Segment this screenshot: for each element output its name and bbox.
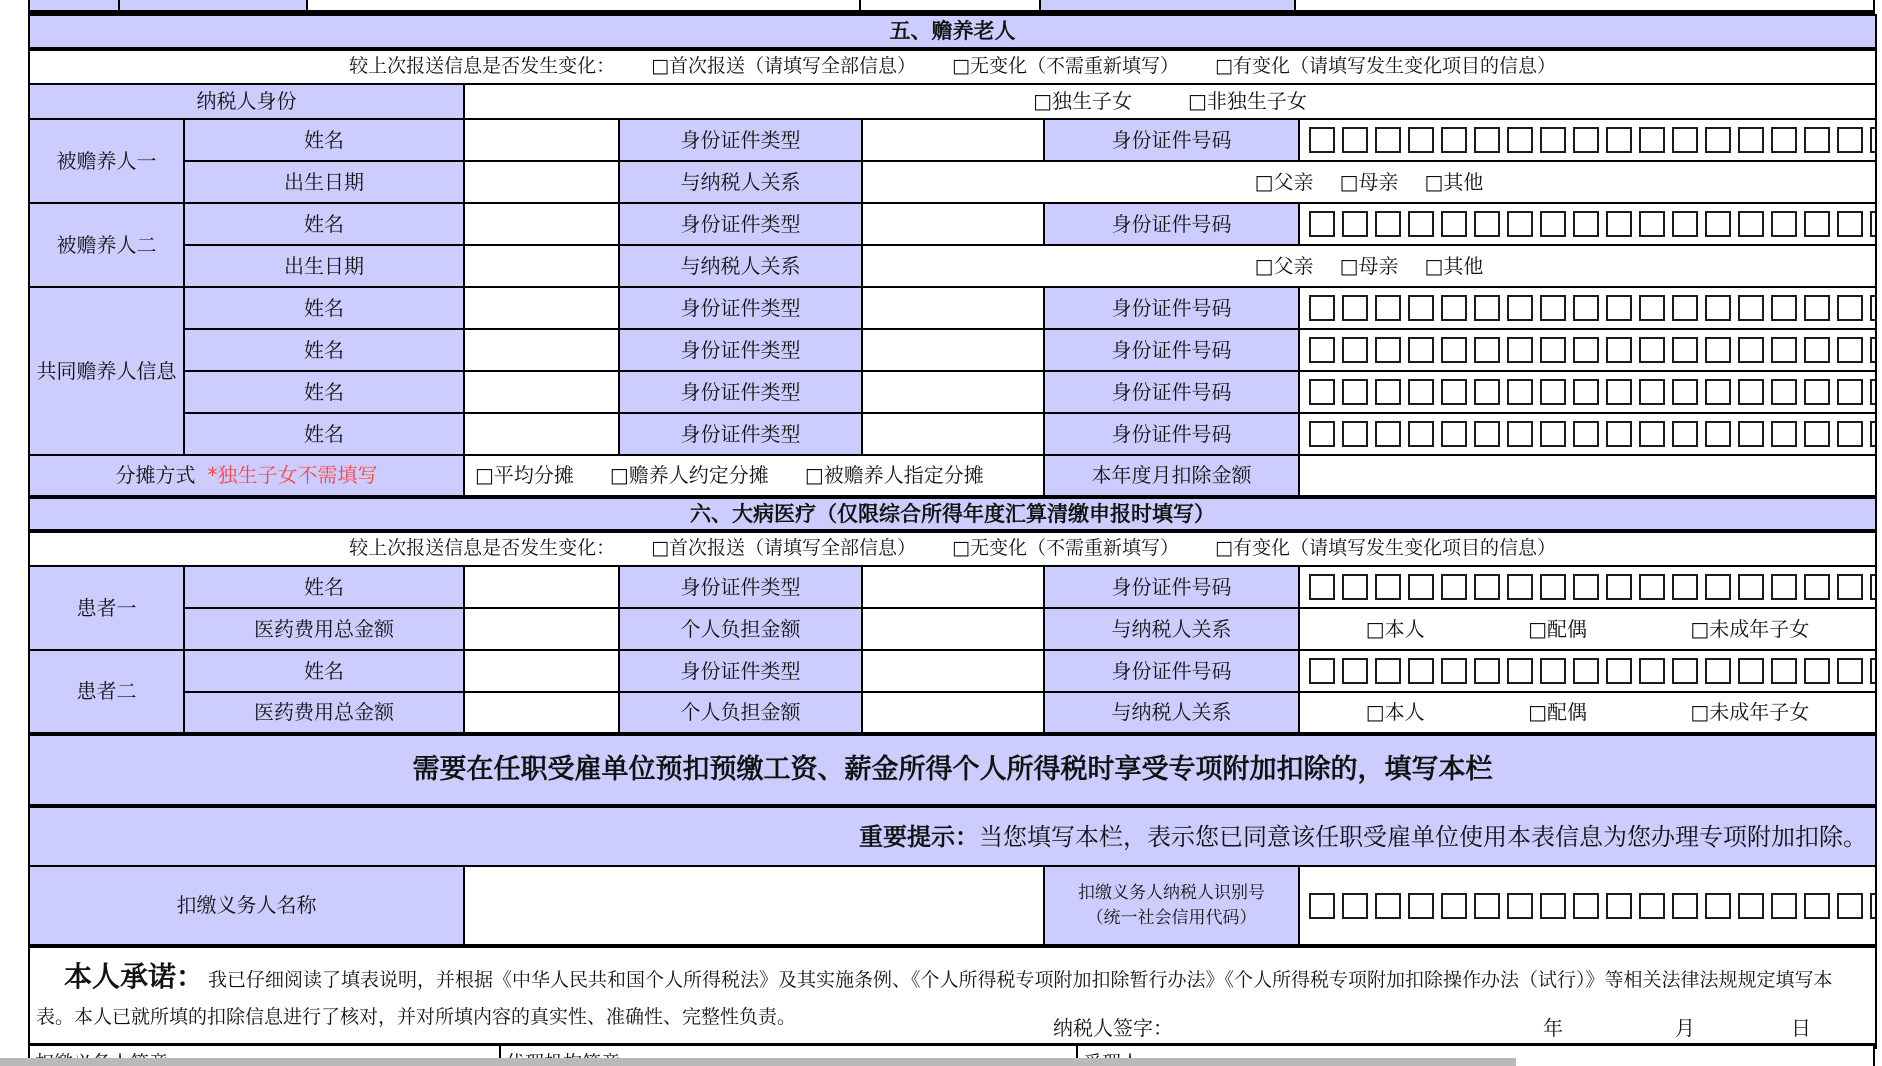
withholder-id-label: 扣缴义务人纳税人识别号 （统一社会信用代码）: [1044, 866, 1299, 946]
id-character-box[interactable]: [1837, 211, 1863, 237]
id-character-box[interactable]: [1441, 574, 1467, 600]
id-character-box[interactable]: [1672, 893, 1698, 919]
id-character-box[interactable]: [1408, 893, 1434, 919]
id-character-box[interactable]: [1342, 337, 1368, 363]
id-character-box[interactable]: [1639, 421, 1665, 447]
id-character-box[interactable]: [1639, 379, 1665, 405]
checkbox-minor-child[interactable]: □未成年子女: [1690, 616, 1810, 641]
id-character-box[interactable]: [1705, 893, 1731, 919]
checkbox-other[interactable]: □其他: [1424, 169, 1484, 194]
id-character-box[interactable]: [1507, 211, 1533, 237]
name-label: 姓名: [184, 329, 464, 371]
id-character-box[interactable]: [1375, 421, 1401, 447]
change-status-label: 较上次报送信息是否发生变化：: [349, 55, 616, 78]
id-character-box[interactable]: [1837, 127, 1863, 153]
id-character-box[interactable]: [1309, 295, 1335, 321]
checkbox-no-change[interactable]: □无变化（不需重新填写）: [952, 55, 1179, 78]
name-input-cell[interactable]: [464, 566, 619, 608]
id-character-box[interactable]: [1705, 574, 1731, 600]
cutoff-cell: [861, 0, 1041, 10]
id-character-box[interactable]: [1738, 658, 1764, 684]
name-label: 姓名: [184, 650, 464, 692]
id-character-box[interactable]: [1606, 337, 1632, 363]
patient-2-group-label: 患者二: [29, 650, 184, 734]
id-number-boxes[interactable]: [1300, 574, 1875, 600]
id-character-box[interactable]: [1705, 211, 1731, 237]
relation-options: [863, 254, 1875, 279]
id-character-box[interactable]: [1408, 211, 1434, 237]
id-character-box[interactable]: [1573, 658, 1599, 684]
id-character-box[interactable]: [1507, 421, 1533, 447]
id-character-box[interactable]: [1738, 379, 1764, 405]
birth-date-label: 出生日期: [184, 161, 464, 203]
id-character-box[interactable]: [1705, 421, 1731, 447]
id-character-box[interactable]: [1507, 893, 1533, 919]
id-character-box[interactable]: [1342, 574, 1368, 600]
relation-label: 与纳税人关系: [1044, 608, 1299, 650]
id-character-box[interactable]: [1375, 893, 1401, 919]
id-character-box[interactable]: [1837, 893, 1863, 919]
id-character-box[interactable]: [1540, 574, 1566, 600]
id-character-box[interactable]: [1408, 295, 1434, 321]
id-number-label: 身份证件号码: [1044, 329, 1299, 371]
id-character-box[interactable]: [1573, 337, 1599, 363]
patient-relation-options: [1300, 700, 1875, 725]
id-character-box[interactable]: [1309, 211, 1335, 237]
id-character-box[interactable]: [1408, 658, 1434, 684]
id-type-input-cell[interactable]: [862, 203, 1044, 245]
id-character-box[interactable]: [1441, 211, 1467, 237]
checkbox-has-change[interactable]: □有变化（请填写发生变化项目的信息）: [1215, 537, 1556, 560]
id-character-box[interactable]: [1309, 337, 1335, 363]
cutoff-cell: [30, 0, 120, 10]
id-character-box[interactable]: [1771, 893, 1797, 919]
id-number-label: 身份证件号码: [1044, 119, 1299, 161]
id-character-box[interactable]: [1309, 658, 1335, 684]
checkbox-spouse[interactable]: □配偶: [1528, 700, 1587, 724]
checkbox-only-child[interactable]: □独生子女: [1033, 89, 1133, 113]
checkbox-no-change[interactable]: □无变化（不需重新填写）: [952, 537, 1179, 560]
id-character-box[interactable]: [1540, 421, 1566, 447]
total-medical-cost-label: 医药费用总金额: [184, 608, 464, 650]
id-character-box[interactable]: [1672, 127, 1698, 153]
checkbox-has-change[interactable]: □有变化（请填写发生变化项目的信息）: [1215, 55, 1556, 78]
id-character-box[interactable]: [1474, 574, 1500, 600]
window-bottom-edge: [0, 1058, 1516, 1066]
commitment-body: 我已仔细阅读了填表说明，并根据《中华人民共和国个人所得税法》及其实施条例、《个人所得税专项附加扣除暂行办法》《个人所得税专项附加扣除操作办法（试行）》等相关法律法规规定填写本表。本人已就所填的扣除信息进行了核对，并对所填内容的真实性、准确性、完整性负责。: [36, 969, 1833, 1028]
id-character-box[interactable]: [1375, 574, 1401, 600]
section-5-header: 五、赡养老人: [29, 15, 1876, 49]
id-character-box[interactable]: [1474, 295, 1500, 321]
apportion-options: [465, 463, 1043, 488]
withholder-name-input-cell[interactable]: [464, 866, 1044, 946]
name-label: 姓名: [184, 119, 464, 161]
id-character-box[interactable]: [1540, 337, 1566, 363]
id-character-box[interactable]: [1573, 421, 1599, 447]
id-character-box[interactable]: [1441, 127, 1467, 153]
cutoff-cell: [1041, 0, 1296, 10]
id-type-label: 身份证件类型: [619, 413, 862, 455]
checkbox-father[interactable]: □父亲: [1254, 169, 1314, 194]
id-character-box[interactable]: [1705, 295, 1731, 321]
id-character-box[interactable]: [1738, 574, 1764, 600]
id-type-input-cell[interactable]: [862, 329, 1044, 371]
relation-label: 与纳税人关系: [619, 161, 862, 203]
monthly-deduction-input-cell[interactable]: [1299, 455, 1876, 497]
id-character-box[interactable]: [1639, 337, 1665, 363]
id-character-box[interactable]: [1672, 658, 1698, 684]
deduction-form-table: [28, 14, 1877, 1049]
id-number-label: 身份证件号码: [1044, 413, 1299, 455]
personal-cost-input-cell[interactable]: [862, 608, 1044, 650]
patient-relation-options: [1300, 617, 1875, 642]
cutoff-cell: [1296, 0, 1869, 10]
id-character-box[interactable]: [1441, 379, 1467, 405]
id-character-box[interactable]: [1639, 127, 1665, 153]
id-character-box[interactable]: [1804, 658, 1830, 684]
total-medical-cost-label: 医药费用总金额: [184, 692, 464, 734]
checkbox-self[interactable]: □本人: [1365, 700, 1425, 724]
id-character-box[interactable]: [1441, 337, 1467, 363]
total-medical-cost-input-cell[interactable]: [464, 608, 619, 650]
id-number-boxes[interactable]: [1300, 337, 1875, 363]
id-character-box[interactable]: [1771, 295, 1797, 321]
id-character-box[interactable]: [1804, 379, 1830, 405]
id-character-box[interactable]: [1672, 379, 1698, 405]
checkbox-mother[interactable]: □母亲: [1339, 169, 1399, 194]
id-character-box[interactable]: [1639, 211, 1665, 237]
relation-options: [863, 170, 1875, 195]
apportion-label: 分摊方式: [115, 463, 196, 487]
id-character-box[interactable]: [1738, 893, 1764, 919]
checkbox-first-report[interactable]: □首次报送（请填写全部信息）: [651, 537, 917, 560]
id-character-box[interactable]: [1705, 127, 1731, 153]
id-character-box[interactable]: [1738, 295, 1764, 321]
id-character-box[interactable]: [1639, 658, 1665, 684]
id-character-box[interactable]: [1375, 379, 1401, 405]
id-number-label: 身份证件号码: [1044, 287, 1299, 329]
id-number-boxes[interactable]: [1300, 421, 1875, 447]
monthly-deduction-label: 本年度月扣除金额: [1044, 455, 1299, 497]
apportion-note: *独生子女不需填写: [207, 463, 378, 487]
important-notice-prefix: 重要提示：: [859, 822, 980, 851]
id-character-box[interactable]: [1804, 337, 1830, 363]
elder-change-status-row: [30, 55, 1875, 79]
id-character-box[interactable]: [1870, 211, 1876, 237]
checkbox-first-report[interactable]: □首次报送（请填写全部信息）: [651, 55, 917, 78]
id-character-box[interactable]: [1507, 337, 1533, 363]
name-label: 姓名: [184, 203, 464, 245]
id-character-box[interactable]: [1441, 295, 1467, 321]
checkbox-minor-child[interactable]: □未成年子女: [1690, 700, 1810, 724]
id-character-box[interactable]: [1441, 893, 1467, 919]
id-character-box[interactable]: [1375, 211, 1401, 237]
taxpayer-status-label: 纳税人身份: [29, 84, 464, 119]
id-character-box[interactable]: [1441, 421, 1467, 447]
id-character-box[interactable]: [1606, 421, 1632, 447]
id-character-box[interactable]: [1474, 893, 1500, 919]
id-character-box[interactable]: [1342, 211, 1368, 237]
medical-change-status-row: [30, 537, 1875, 561]
id-character-box[interactable]: [1804, 574, 1830, 600]
id-character-box[interactable]: [1738, 211, 1764, 237]
id-character-box[interactable]: [1540, 211, 1566, 237]
id-type-label: 身份证件类型: [619, 203, 862, 245]
id-character-box[interactable]: [1573, 893, 1599, 919]
id-character-box[interactable]: [1870, 379, 1876, 405]
id-type-label: 身份证件类型: [619, 650, 862, 692]
id-character-box[interactable]: [1507, 658, 1533, 684]
id-type-label: 身份证件类型: [619, 566, 862, 608]
important-notice: [29, 806, 1876, 866]
dependant-2-group-label: 被赡养人二: [29, 203, 184, 287]
id-number-boxes[interactable]: [1300, 127, 1875, 153]
id-character-box[interactable]: [1540, 295, 1566, 321]
id-number-boxes[interactable]: [1300, 295, 1875, 321]
id-character-box[interactable]: [1375, 127, 1401, 153]
id-number-label: 身份证件号码: [1044, 371, 1299, 413]
id-character-box[interactable]: [1342, 379, 1368, 405]
id-character-box[interactable]: [1507, 574, 1533, 600]
month-label: 月: [1675, 1016, 1696, 1040]
employer-banner: 需要在任职受雇单位预扣预缴工资、薪金所得个人所得税时享受专项附加扣除的，填写本栏: [29, 734, 1876, 806]
id-character-box[interactable]: [1771, 379, 1797, 405]
id-character-box[interactable]: [1309, 421, 1335, 447]
id-character-box[interactable]: [1309, 379, 1335, 405]
id-character-box[interactable]: [1639, 893, 1665, 919]
id-character-box[interactable]: [1705, 379, 1731, 405]
id-character-box[interactable]: [1606, 893, 1632, 919]
id-character-box[interactable]: [1408, 379, 1434, 405]
id-character-box[interactable]: [1771, 127, 1797, 153]
name-label: 姓名: [184, 287, 464, 329]
id-character-box[interactable]: [1540, 379, 1566, 405]
id-character-box[interactable]: [1738, 421, 1764, 447]
checkbox-self[interactable]: □本人: [1365, 616, 1425, 641]
id-character-box[interactable]: [1507, 295, 1533, 321]
id-character-box[interactable]: [1606, 211, 1632, 237]
id-character-box[interactable]: [1408, 337, 1434, 363]
id-number-label: 身份证件号码: [1044, 650, 1299, 692]
id-character-box[interactable]: [1837, 574, 1863, 600]
name-input-cell[interactable]: [464, 371, 619, 413]
birth-date-input-cell[interactable]: [464, 161, 619, 203]
section-6-header: 六、大病医疗（仅限综合所得年度汇算清缴申报时填写）: [29, 497, 1876, 531]
total-medical-cost-input-cell[interactable]: [464, 692, 619, 734]
name-label: 姓名: [184, 371, 464, 413]
id-character-box[interactable]: [1441, 658, 1467, 684]
id-character-box[interactable]: [1672, 421, 1698, 447]
id-character-box[interactable]: [1606, 379, 1632, 405]
relation-label: 与纳税人关系: [619, 245, 862, 287]
checkbox-agreed-apportion[interactable]: □赡养人约定分摊: [609, 463, 769, 487]
id-character-box[interactable]: [1375, 295, 1401, 321]
id-character-box[interactable]: [1837, 658, 1863, 684]
id-number-label: 身份证件号码: [1044, 566, 1299, 608]
withholder-name-label: 扣缴义务人名称: [29, 866, 464, 946]
birth-date-label: 出生日期: [184, 245, 464, 287]
id-character-box[interactable]: [1342, 127, 1368, 153]
id-character-box[interactable]: [1672, 295, 1698, 321]
id-character-box[interactable]: [1837, 421, 1863, 447]
id-character-box[interactable]: [1474, 421, 1500, 447]
id-character-box[interactable]: [1771, 211, 1797, 237]
checkbox-spouse[interactable]: □配偶: [1528, 616, 1587, 641]
id-character-box[interactable]: [1408, 574, 1434, 600]
checkbox-father[interactable]: □父亲: [1254, 253, 1314, 278]
id-type-input-cell[interactable]: [862, 413, 1044, 455]
id-character-box[interactable]: [1309, 893, 1335, 919]
id-character-box[interactable]: [1672, 211, 1698, 237]
personal-cost-label: 个人负担金额: [619, 692, 862, 734]
taxpayer-status-options: [465, 89, 1875, 114]
id-character-box[interactable]: [1507, 127, 1533, 153]
checkbox-mother[interactable]: □母亲: [1339, 253, 1399, 278]
withholder-id-boxes[interactable]: [1300, 893, 1875, 919]
checkbox-designated-apportion[interactable]: □被赡养人指定分摊: [804, 463, 984, 487]
id-number-boxes[interactable]: [1300, 379, 1875, 405]
id-type-label: 身份证件类型: [619, 119, 862, 161]
id-character-box[interactable]: [1474, 337, 1500, 363]
id-character-box[interactable]: [1804, 893, 1830, 919]
id-character-box[interactable]: [1804, 127, 1830, 153]
id-character-box[interactable]: [1342, 295, 1368, 321]
name-input-cell[interactable]: [464, 119, 619, 161]
id-character-box[interactable]: [1474, 658, 1500, 684]
id-character-box[interactable]: [1375, 658, 1401, 684]
id-character-box[interactable]: [1771, 574, 1797, 600]
id-character-box[interactable]: [1837, 379, 1863, 405]
id-character-box[interactable]: [1606, 295, 1632, 321]
id-character-box[interactable]: [1738, 337, 1764, 363]
id-character-box[interactable]: [1771, 658, 1797, 684]
important-notice-text: 当您填写本栏，表示您已同意该任职受雇单位使用本表信息为您办理专项附加扣除。: [979, 822, 1868, 851]
name-input-cell[interactable]: [464, 413, 619, 455]
commitment-prefix: 本人承诺：: [64, 960, 205, 993]
id-character-box[interactable]: [1606, 658, 1632, 684]
previous-section-cutoff-row: [28, 0, 1875, 14]
id-character-box[interactable]: [1804, 211, 1830, 237]
id-type-label: 身份证件类型: [619, 371, 862, 413]
id-character-box[interactable]: [1870, 893, 1876, 919]
id-number-boxes[interactable]: [1300, 211, 1875, 237]
id-character-box[interactable]: [1540, 893, 1566, 919]
id-character-box[interactable]: [1804, 295, 1830, 321]
taxpayer-signature-label[interactable]: 纳税人签字：: [1053, 1016, 1174, 1040]
id-character-box[interactable]: [1870, 658, 1876, 684]
id-character-box[interactable]: [1408, 421, 1434, 447]
id-character-box[interactable]: [1309, 127, 1335, 153]
commitment-cell: [29, 946, 1876, 1048]
cutoff-cell: [308, 0, 861, 10]
id-character-box[interactable]: [1573, 127, 1599, 153]
id-character-box[interactable]: [1540, 127, 1566, 153]
name-label: 姓名: [184, 566, 464, 608]
birth-date-input-cell[interactable]: [464, 245, 619, 287]
id-character-box[interactable]: [1540, 658, 1566, 684]
id-character-box[interactable]: [1705, 337, 1731, 363]
personal-cost-label: 个人负担金额: [619, 608, 862, 650]
id-character-box[interactable]: [1771, 421, 1797, 447]
id-character-box[interactable]: [1870, 295, 1876, 321]
id-character-box[interactable]: [1342, 658, 1368, 684]
name-label: 姓名: [184, 413, 464, 455]
id-character-box[interactable]: [1870, 127, 1876, 153]
change-status-label: 较上次报送信息是否发生变化：: [349, 537, 616, 560]
joint-supporters-group-label: 共同赡养人信息: [29, 287, 184, 455]
checkbox-not-only-child[interactable]: □非独生子女: [1188, 89, 1307, 113]
cutoff-cell: [120, 0, 308, 10]
checkbox-average-apportion[interactable]: □平均分摊: [475, 463, 574, 487]
id-character-box[interactable]: [1870, 337, 1876, 363]
id-type-input-cell[interactable]: [862, 371, 1044, 413]
id-character-box[interactable]: [1870, 574, 1876, 600]
id-character-box[interactable]: [1474, 211, 1500, 237]
id-character-box[interactable]: [1606, 574, 1632, 600]
id-character-box[interactable]: [1804, 421, 1830, 447]
taxpayer-signature-line: [30, 1016, 1875, 1041]
id-type-input-cell[interactable]: [862, 119, 1044, 161]
id-character-box[interactable]: [1573, 211, 1599, 237]
patient-1-group-label: 患者一: [29, 566, 184, 650]
id-character-box[interactable]: [1309, 574, 1335, 600]
apportion-label-cell: [29, 455, 464, 497]
year-label: 年: [1543, 1016, 1564, 1040]
id-type-input-cell[interactable]: [862, 566, 1044, 608]
id-character-box[interactable]: [1639, 295, 1665, 321]
id-number-boxes[interactable]: [1300, 658, 1875, 684]
id-type-label: 身份证件类型: [619, 329, 862, 371]
id-character-box[interactable]: [1507, 379, 1533, 405]
name-input-cell[interactable]: [464, 329, 619, 371]
personal-cost-input-cell[interactable]: [862, 692, 1044, 734]
dependant-1-group-label: 被赡养人一: [29, 119, 184, 203]
id-character-box[interactable]: [1474, 127, 1500, 153]
id-character-box[interactable]: [1639, 574, 1665, 600]
checkbox-other[interactable]: □其他: [1424, 253, 1484, 278]
day-label: 日: [1791, 1016, 1812, 1040]
id-character-box[interactable]: [1474, 379, 1500, 405]
id-character-box[interactable]: [1870, 421, 1876, 447]
id-character-box[interactable]: [1672, 337, 1698, 363]
name-input-cell[interactable]: [464, 203, 619, 245]
name-input-cell[interactable]: [464, 287, 619, 329]
id-character-box[interactable]: [1672, 574, 1698, 600]
id-character-box[interactable]: [1705, 658, 1731, 684]
id-type-input-cell[interactable]: [862, 650, 1044, 692]
id-character-box[interactable]: [1573, 379, 1599, 405]
id-number-label: 身份证件号码: [1044, 203, 1299, 245]
id-character-box[interactable]: [1837, 337, 1863, 363]
id-character-box[interactable]: [1606, 127, 1632, 153]
id-character-box[interactable]: [1573, 295, 1599, 321]
relation-label: 与纳税人关系: [1044, 692, 1299, 734]
id-character-box[interactable]: [1837, 295, 1863, 321]
id-type-input-cell[interactable]: [862, 287, 1044, 329]
id-character-box[interactable]: [1738, 127, 1764, 153]
id-character-box[interactable]: [1771, 337, 1797, 363]
name-input-cell[interactable]: [464, 650, 619, 692]
id-character-box[interactable]: [1573, 574, 1599, 600]
id-character-box[interactable]: [1342, 893, 1368, 919]
id-type-label: 身份证件类型: [619, 287, 862, 329]
id-character-box[interactable]: [1375, 337, 1401, 363]
id-character-box[interactable]: [1408, 127, 1434, 153]
id-character-box[interactable]: [1342, 421, 1368, 447]
